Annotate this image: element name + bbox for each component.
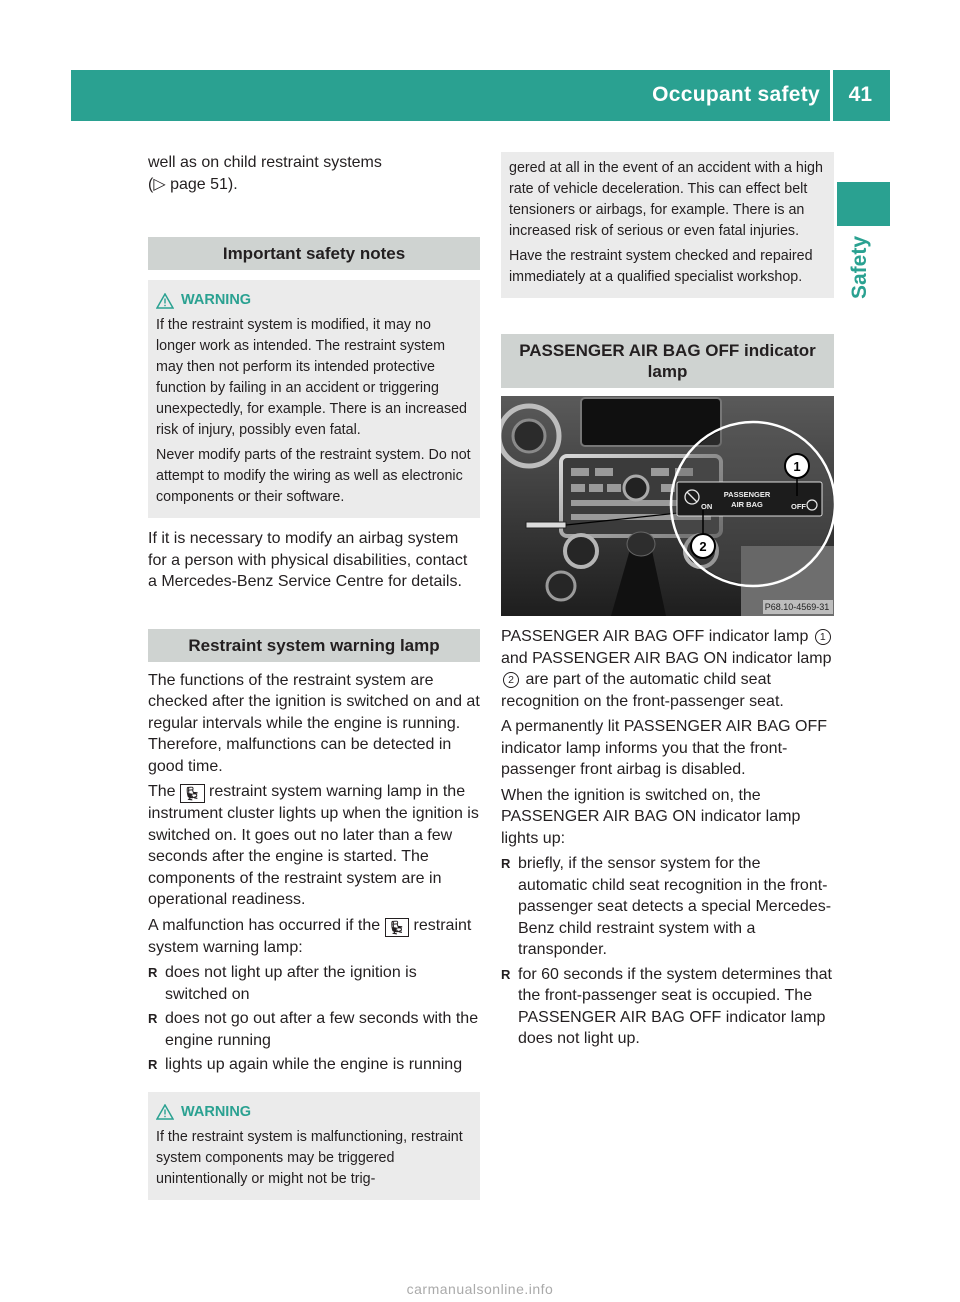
body-text: When the ignition is switched on, the PASSENGER AIR BAG ON indicator lamp lights up: (501, 786, 801, 847)
left-column (148, 152, 480, 1200)
photo-off-label: OFF (791, 502, 806, 511)
dashboard-photo (501, 396, 834, 616)
side-tab-marker (837, 182, 890, 226)
photo-code: P68.10-4569-31 (764, 602, 830, 612)
header-divider (830, 70, 833, 121)
body-text: A permanently lit PASSENGER AIR BAG OFF indicator lamp informs you that the front-passenger front airbag is disabled. (501, 718, 828, 778)
warning-triangle-icon (156, 293, 174, 309)
intro-text: well as on child restraint systems (▷ page 51). (148, 154, 382, 193)
airbag-modification-text: If it is necessary to modify an airbag system for a person with physical disabilities, contact a Mercedes-Benz Service Centre for details. (148, 530, 468, 590)
callout-1: 1 (793, 459, 801, 474)
section-heading-passenger-airbag: PASSENGER AIR BAG OFF indicator lamp (501, 334, 834, 388)
callout-2: 2 (699, 539, 707, 554)
photo-on-label: ON (701, 502, 713, 511)
warning-box-continued (501, 152, 834, 298)
list-item: R does not light up after the ignition is switched on (148, 962, 480, 1005)
warning-title: WARNING (156, 290, 472, 311)
page-number: 41 (848, 83, 872, 106)
callout-ref-2: 2 (503, 672, 519, 688)
warning-text: If the restraint system is modified, it may no longer work as intended. The restraint system may then not perform its intended protective function by failing in an accident or triggering unexpectedly, for example. There is an increased risk of injury, possibly even fatal. (156, 317, 467, 438)
right-column (501, 152, 834, 1053)
dashboard-illustration (501, 396, 834, 616)
photo-passenger-label: PASSENGER (723, 490, 771, 499)
body-text: The functions of the restraint system are checked after the ignition is switched on and at regular intervals while the engine is running. Therefore, malfunctions can be detected in good time. (148, 671, 480, 775)
warning-text: If the restraint system is malfunctioning, restraint system components may be triggered unintentionally or might not be trig- (156, 1128, 463, 1187)
warning-box-malfunction (148, 1092, 480, 1200)
watermark: carmanualsonline.info (406, 1281, 554, 1297)
warning-text: Never modify parts of the restraint system. Do not attempt to modify the wiring as well as electronic components or their software. (156, 447, 471, 505)
restraint-system-warning-icon: 💺︎ (180, 784, 205, 803)
side-tab-label: Safety (848, 236, 871, 300)
warning-triangle-icon (156, 1104, 174, 1120)
photo-airbag-label: AIR BAG (731, 500, 763, 509)
list-item: R does not go out after a few seconds with the engine running (148, 1008, 480, 1051)
list-item: R for 60 seconds if the system determines that the front-passenger seat is occupied. The PASSENGER AIR BAG OFF indicator lamp does not light up. (501, 964, 834, 1050)
warning-box-modification (148, 280, 480, 518)
body-text: The 💺︎ restraint system warning lamp in the instrument cluster lights up when the ignition is switched on. It goes out no later than a few seconds after the engine is started. The components of the restraint system are in operational readiness. (148, 783, 479, 908)
chapter-title: Occupant safety (652, 83, 820, 106)
body-text: PASSENGER AIR BAG OFF indicator lamp 1 and PASSENGER AIR BAG ON indicator lamp 2 are part of the automatic child seat recognition on the front-passenger seat. (501, 628, 832, 710)
section-heading-restraint-lamp: Restraint system warning lamp (148, 629, 480, 662)
callout-ref-1: 1 (815, 629, 831, 645)
warning-text: Have the restraint system checked and repaired immediately at a qualified specialist workshop. (509, 248, 813, 285)
restraint-system-warning-icon: 💺︎ (385, 918, 410, 937)
page-reference-link[interactable]: (▷ page 51). (148, 175, 238, 193)
list-item: R briefly, if the sensor system for the automatic child seat recognition in the front-passenger seat detects a special Mercedes-Benz child restraint system with a transponder. (501, 853, 834, 961)
section-heading-important: Important safety notes (148, 237, 480, 270)
body-text: A malfunction has occurred if the 💺︎ restraint system warning lamp: (148, 916, 472, 956)
warning-text: gered at all in the event of an accident with a high rate of vehicle deceleration. This can effect belt tensioners or airbags, for example. There is an increased risk of serious or even fatal injuries. (509, 160, 823, 239)
warning-title: WARNING (156, 1102, 472, 1123)
list-item: R lights up again while the engine is running (148, 1054, 480, 1076)
page-header (71, 70, 890, 121)
